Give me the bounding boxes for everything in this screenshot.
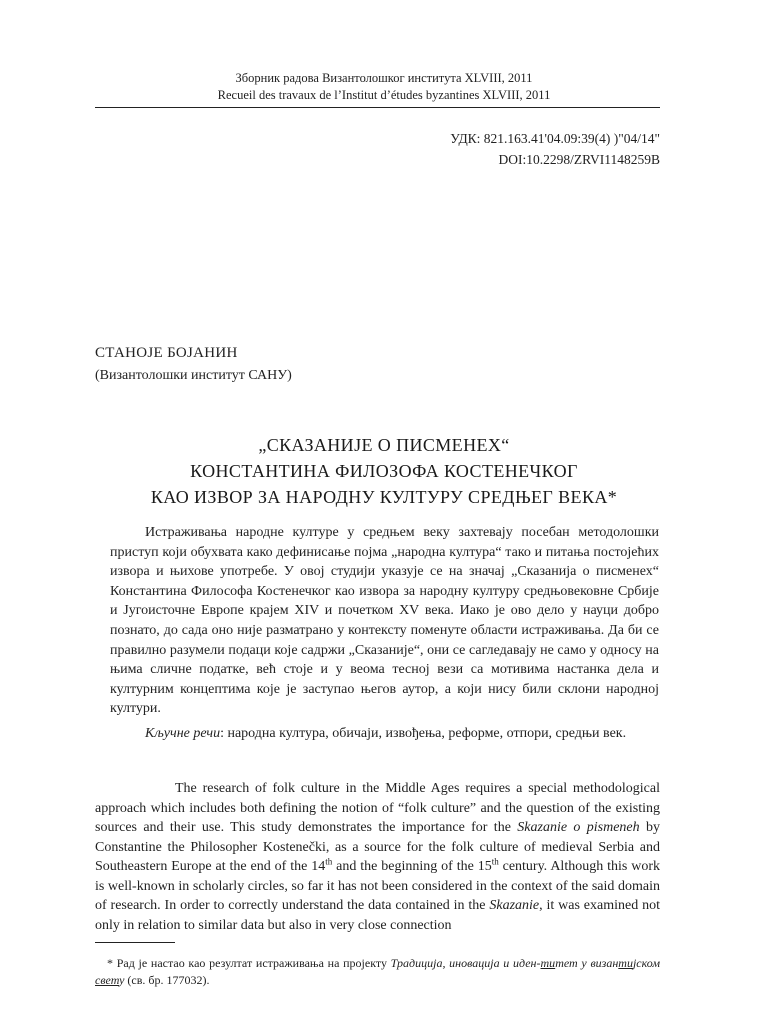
abstract-serbian	[110, 523, 659, 744]
keywords-label: Кључне речи	[145, 725, 221, 741]
summary-text-3: and the beginning of the 15	[332, 859, 492, 874]
title-line-2: КОНСТАНТИНА ФИЛОЗОФА КОСТЕНЕЧКОГ	[190, 461, 578, 481]
title-line-3: КАО ИЗВОР ЗА НАРОДНУ КУЛТУРУ СРЕДЊЕГ ВЕКА*	[150, 487, 618, 507]
udk-code: УДК: 821.163.41'04.09:39(4) )"04/14"	[450, 131, 660, 146]
project-title-part-a: Традиција, иновација и иден-	[390, 956, 541, 970]
footnote-suffix: (св. бр. 177032).	[124, 973, 210, 987]
running-header	[0, 70, 768, 104]
footnote-prefix: * Рад је настао као резултат истраживања на пројекту	[107, 956, 391, 970]
footnote	[95, 955, 660, 989]
abstract-paragraph: Истраживања народне културе у средњем веку захтевају посебан методолошки приступ који обухвата како дефинисање појма „народна култура“ тако и питања постојећих извора и њихове употребе. У овој студији указује се на значај „Сказанија о писменех“ Константина Философа Костенечког као извора за народну културу средњовековне Србије и Југоисточне Европе крајем XIV и почетком XV века. Иако је ово дело у науци добро познато, до сада оно није разматрано у контексту поменуте области истраживања. Да би се правилно разумели подаци које садржи „Сказаније“, они се сагледавају не само у односу на њима сличне податке, већ стоје и у веома тесној вези са мотивима настанка дела и културним концептима које је заступао његов аутор, а који нису били склони народној култури.	[110, 525, 659, 717]
ordinal-suffix-1: th	[325, 856, 333, 867]
doi-code: DOI:10.2298/ZRVI1148259B	[498, 152, 660, 167]
short-title-italic: Skazanie	[489, 898, 540, 913]
running-header-serbian: Зборник радова Византолошког института XLVIII, 2011	[235, 71, 533, 85]
project-title-part-c: у визан	[577, 956, 619, 970]
footnote-text	[95, 955, 660, 989]
project-title-part-b2: тет	[555, 956, 578, 970]
title-line-1: „СКАЗАНИЈЕ О ПИСМЕНЕХ“	[258, 435, 510, 455]
keywords-text: : народна култура, обичаји, извођења, реформе, отпори, средњи век.	[220, 725, 627, 741]
keywords-line	[110, 724, 659, 744]
summary-text-2: by Constantine the Philosopher Kostenečki, as a source for the folk culture of medieval Serbia and Southeastern Europe at the end of the 14	[95, 820, 660, 874]
summary-text-4: century. Although this work is well-known in scholarly circles, so far it has not been considered in the context of the said domain of research. In order to correctly understand the data contained in the	[95, 859, 660, 913]
summary-text-5: , it was examined not only in relation to similar data but also in very close connection	[95, 898, 660, 933]
project-title-part-e: у	[119, 973, 125, 987]
footnote-divider	[95, 942, 175, 943]
summary-text-1: The research of folk culture in the Middle Ages requires a special methodological approach which includes both defining the notion of “folk culture” and the question of the existing sources and their use. This study demonstrates the importance for the	[95, 781, 660, 835]
project-title-part-d: јском	[632, 956, 660, 970]
article-title	[0, 432, 768, 510]
ordinal-suffix-2: th	[491, 856, 499, 867]
author-affiliation: (Византолошки институт САНУ)	[95, 368, 292, 383]
summary-paragraph	[95, 779, 660, 935]
project-title-part-c2: ти	[618, 956, 633, 970]
project-title-part-d2: свет	[95, 973, 120, 987]
abstract-english	[95, 779, 660, 935]
article-identifiers	[450, 128, 660, 170]
work-title-italic: Skazanie o pismeneh	[517, 820, 640, 835]
project-title-part-b: ти	[540, 956, 556, 970]
running-header-french: Recueil des travaux de l’Institut d’études byzantines XLVIII, 2011	[217, 88, 551, 102]
author-name: СТАНОЈЕ БОЈАНИН	[95, 345, 238, 361]
header-divider	[95, 107, 660, 108]
